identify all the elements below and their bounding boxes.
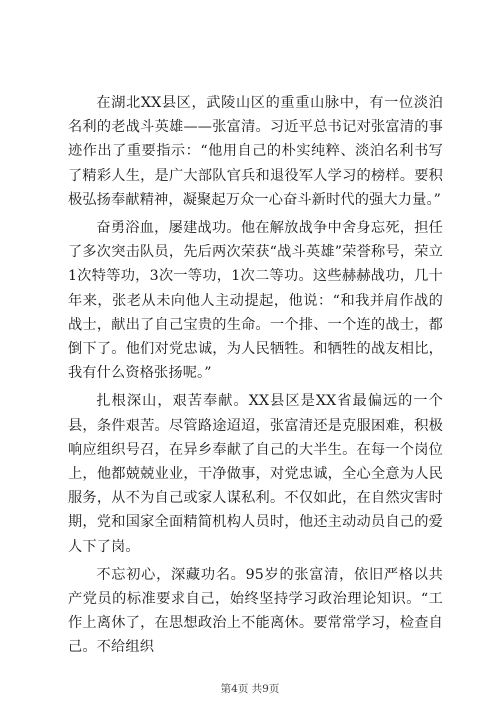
paragraph-rooted-in-mountains: 扎根深山，艰苦奉献。XX县区是XX省最偏远的一个县，条件艰苦。尽管路途迢迢，张富清还是克服困难，积极响应组织号召，在异乡奉献了自己的大半生。在每一个岗位上，他都兢兢业业，干净做事，对党忠诚，全心全意为人民服务，从不为自己或家人谋私利。不仅如此，在自然灾害时期，党和国家全面精简机构人员时，他还主动动员自己的爱人下了岗。: [68, 393, 443, 555]
page-number-footer: 第4页 共9页: [220, 683, 280, 695]
document-body: [68, 91, 443, 660]
paragraph-battle-merits: 奋勇浴血，屡建战功。他在解放战争中舍身忘死，担任了多次突击队员，先后两次荣获“战斗英雄”荣誉称号，荣立1次特等功，3次一等功，1次二等功。这些赫赫战功，几十年来，张老从未向他人主动提起，他说：“和我并肩作战的战士，献出了自己宝贵的生命。一个排、一个连的战士，都倒下了。他们对党忠诚，为人民牺牲。和牺牲的战友相比，我有什么资格张扬呢。”: [68, 220, 443, 382]
paragraph-intro: 在湖北XX县区，武陵山区的重重山脉中，有一位淡泊名利的老战斗英雄——张富清。习近平总书记对张富清的事迹作出了重要指示：“他用自己的朴实纯粹、淡泊名利书写了精彩人生，是广大部队官兵和退役军人学习的榜样。要积极弘扬奉献精神，凝聚起万众一心奋斗新时代的强大力量。”: [68, 95, 443, 208]
paragraph-original-aspiration: 不忘初心，深藏功名。95岁的张富清，依旧严格以共产党员的标准要求自己，始终坚持学习政治理论知识。“工作上离休了，在思想政治上不能离休。要常常学习，检查自己。不给组织: [68, 566, 443, 656]
